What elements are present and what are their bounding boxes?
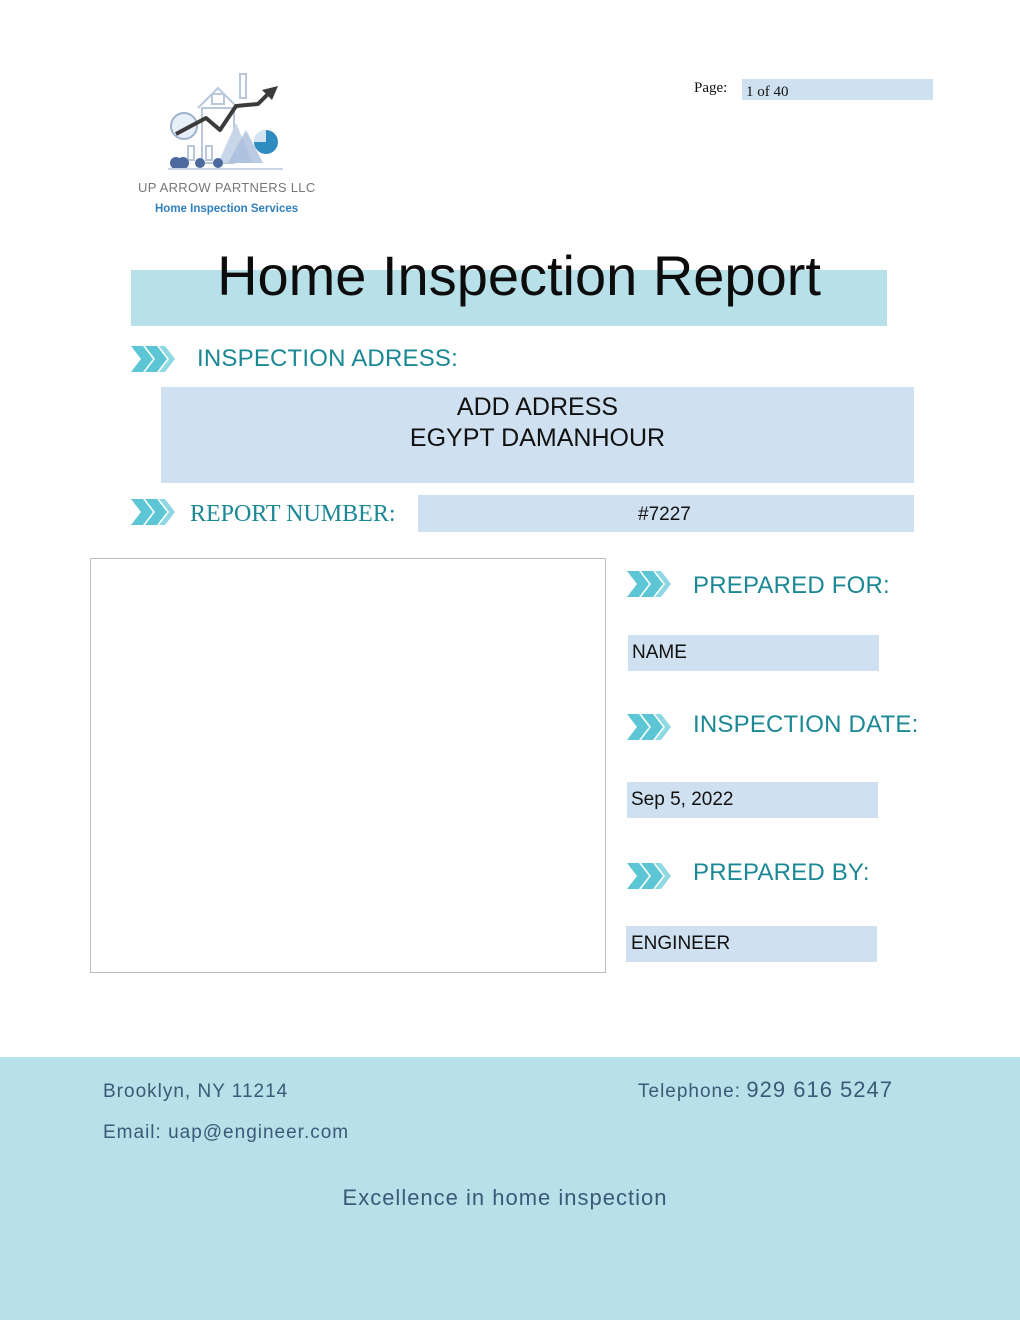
address-line-2: EGYPT DAMANHOUR bbox=[409, 424, 666, 452]
address-field[interactable] bbox=[161, 387, 914, 483]
chevron-arrows-icon bbox=[627, 712, 673, 742]
footer-location: Brooklyn, NY 11214 bbox=[103, 1081, 289, 1102]
prepared-for-field[interactable]: NAME bbox=[628, 635, 879, 671]
footer-telephone bbox=[638, 1077, 893, 1103]
chevron-arrows-icon bbox=[627, 569, 673, 599]
report-number-value: #7227 bbox=[638, 504, 691, 525]
address-line-1: ADD ADRESS bbox=[456, 393, 619, 421]
address-label: INSPECTION ADRESS: bbox=[197, 345, 458, 372]
page-number-field[interactable]: 1 of 40 bbox=[742, 79, 933, 100]
photo-placeholder[interactable] bbox=[90, 558, 606, 973]
chevron-arrows-icon bbox=[131, 344, 177, 374]
logo-tagline: Home Inspection Services bbox=[155, 203, 299, 215]
prepared-for-label: PREPARED FOR: bbox=[693, 572, 890, 599]
company-logo bbox=[158, 68, 288, 178]
chevron-arrows-icon bbox=[627, 861, 673, 891]
report-number-label: REPORT NUMBER: bbox=[190, 501, 396, 527]
telephone-label: Telephone: bbox=[638, 1081, 741, 1102]
inspection-date-label: INSPECTION DATE: bbox=[693, 711, 919, 738]
chevron-arrows-icon bbox=[131, 497, 177, 527]
footer-tagline: Excellence in home inspection bbox=[342, 1185, 668, 1210]
footer-email: Email: uap@engineer.com bbox=[103, 1122, 350, 1143]
prepared-by-label: PREPARED BY: bbox=[693, 859, 870, 886]
page-title: Home Inspection Report bbox=[217, 244, 821, 307]
inspection-date-field[interactable]: Sep 5, 2022 bbox=[627, 782, 878, 818]
prepared-by-field[interactable]: ENGINEER bbox=[626, 926, 877, 962]
logo-company-name: UP ARROW PARTNERS LLC bbox=[138, 180, 316, 195]
page-label: Page: bbox=[694, 80, 728, 96]
telephone-number: 929 616 5247 bbox=[746, 1077, 893, 1102]
